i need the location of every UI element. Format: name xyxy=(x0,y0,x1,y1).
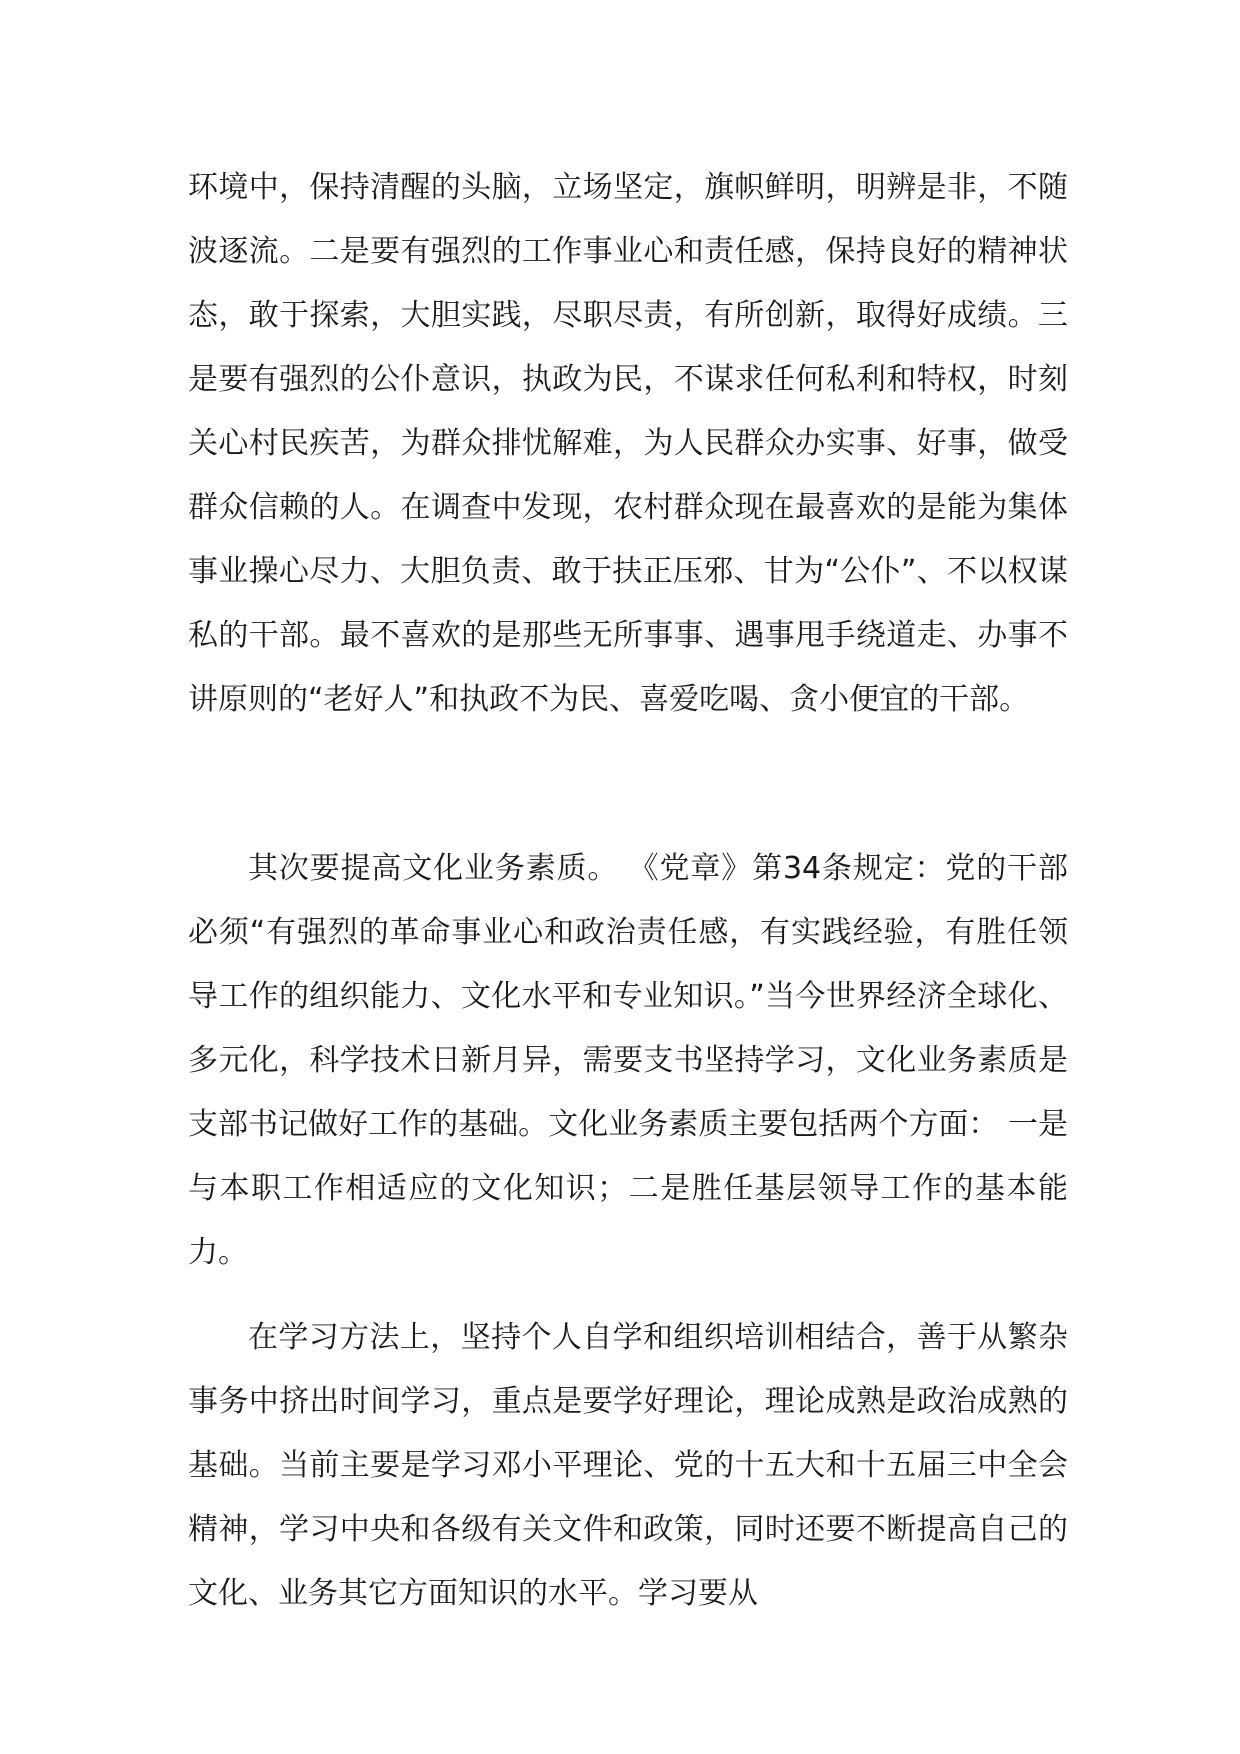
paragraph-1: 环境中，保持清醒的头脑，立场坚定，旗帜鲜明，明辨是非，不随波逐流。二是要有强烈的工作事业心和责任感，保持良好的精神状态，敢于探索，大胆实践，尽职尽责，有所创新，取得好成绩。三是要有强烈的公仆意识，执政为民，不谋求任何私利和特权，时刻关心村民疾苦，为群众排忧解难，为人民群众办实事、好事，做受群众信赖的人。在调查中发现，农村群众现在最喜欢的是能为集体事业操心尽力、大胆负责、敢于扶正压邪、甘为“公仆”、不以权谋私的干部。最不喜欢的是那些无所事事、遇事甩手绕道走、办事不讲原则的“老好人”和执政不为民、喜爱吃喝、贪小便宜的干部。 xyxy=(188,170,1068,717)
paragraph-3: 在学习方法上，坚持个人自学和组织培训相结合，善于从繁杂事务中挤出时间学习，重点是要学好理论，理论成熟是政治成熟的基础。当前主要是学习邓小平理论、党的十五大和十五届三中全会精神，学习中央和各级有关文件和政策，同时还要不断提高自己的文化、业务其它方面知识的水平。学习要从 xyxy=(188,1320,1068,1611)
paragraph-2: 其次要提高文化业务素质。 《党章》第34条规定：党的干部必须“有强烈的革命事业心和政治责任感，有实践经验，有胜任领导工作的组织能力、文化水平和专业知识。”当今世界经济全球化、多元化，科学技术日新月异，需要支书坚持学习，文化业务素质是支部书记做好工作的基础。文化业务素质主要包括两个方面： 一是与本职工作相适应的文化知识；二是胜任基层领导工作的基本能力。 xyxy=(188,851,1068,1270)
